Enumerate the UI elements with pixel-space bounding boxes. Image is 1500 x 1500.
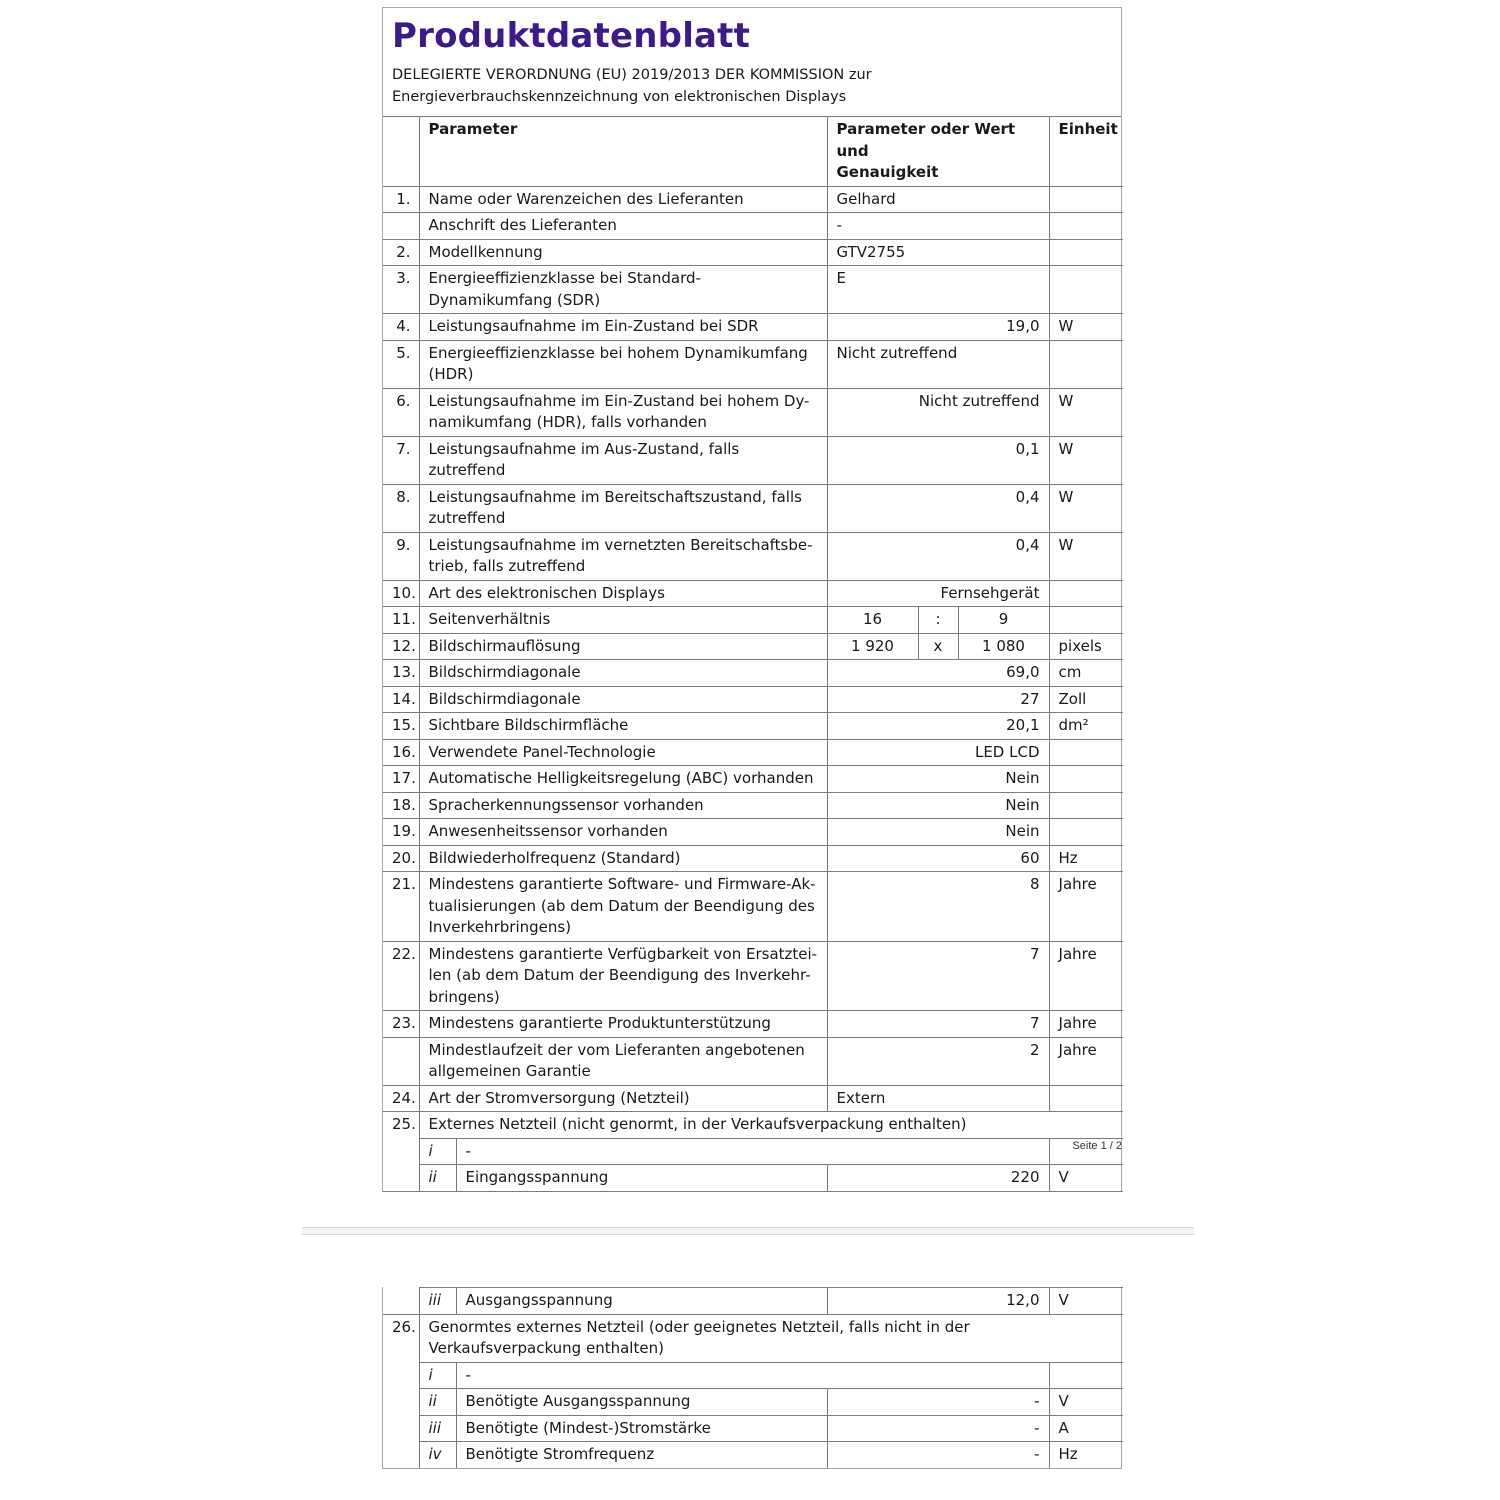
table-row: 18. Spracherkennungssensor vorhanden Nein [383,792,1123,819]
table-subrow: iii Benötigte (Mindest-)Stromstärke - A [383,1415,1123,1442]
table-subrow: i - [383,1362,1123,1389]
regulation-subtitle [392,64,1112,108]
table-row: Mindestlaufzeit der vom Lieferanten angebotenen allgemeinen Garantie 2 Jahre [383,1037,1123,1085]
table-row: 8. Leistungsaufnahme im Bereitschaftszustand, falls zutreffend 0,4 W [383,484,1123,532]
datasheet-table [383,117,1123,1192]
datasheet-header [383,8,1121,117]
table-row: 25. Externes Netzteil (nicht genormt, in der Verkaufsverpackung enthalten) [383,1112,1123,1139]
table-subrow: iv Benötigte Stromfrequenz - Hz [383,1442,1123,1468]
table-subrow: i - [383,1138,1123,1165]
table-row: 15. Sichtbare Bildschirmfläche 20,1 dm² [383,713,1123,740]
table-row: 23. Mindestens garantierte Produktunterstützung 7 Jahre [383,1011,1123,1038]
table-row: 20. Bildwiederholfrequenz (Standard) 60 Hz [383,845,1123,872]
datasheet-table-continued [383,1287,1123,1468]
table-row: 1. Name oder Warenzeichen des Lieferanten Gelhard [383,186,1123,213]
table-row: 24. Art der Stromversorgung (Netzteil) Extern [383,1085,1123,1112]
table-row: 7. Leistungsaufnahme im Aus-Zustand, falls zutreffend 0,1 W [383,436,1123,484]
table-row: 9. Leistungsaufnahme im vernetzten Bereitschaftsbe-trieb, falls zutreffend 0,4 W [383,532,1123,580]
table-subrow: ii Eingangsspannung 220 V [383,1165,1123,1192]
datasheet-page-1 [382,7,1122,1192]
table-header-row [383,117,1123,186]
table-row: 26. Genormtes externes Netzteil (oder geeignetes Netzteil, falls nicht in der Verkaufsverpackung enthalten) [383,1314,1123,1362]
table-row: 16. Verwendete Panel-Technologie LED LCD [383,739,1123,766]
table-row: 19. Anwesenheitssensor vorhanden Nein [383,819,1123,846]
column-header-value: Parameter oder Wert und Genauigkeit [827,117,1049,186]
table-row: Anschrift des Lieferanten - [383,213,1123,240]
table-subrow: ii Benötigte Ausgangsspannung - V [383,1389,1123,1416]
table-row: 3. Energieeffizienzklasse bei Standard-Dynamikumfang (SDR) E [383,266,1123,314]
table-row: 5. Energieeffizienzklasse bei hohem Dynamikumfang (HDR) Nicht zutreffend [383,340,1123,388]
subtitle-line-2: Energieverbrauchskennzeichnung von elektronischen Displays [392,89,847,105]
table-row: 14. Bildschirmdiagonale 27 Zoll [383,686,1123,713]
page-number: Seite 1 / 2 [1072,1140,1122,1152]
table-row: 17. Automatische Helligkeitsregelung (ABC) vorhanden Nein [383,766,1123,793]
table-subrow: iii Ausgangsspannung 12,0 V [383,1288,1123,1315]
column-header-parameter: Parameter [419,117,827,186]
table-row: 12. Bildschirmauflösung 1 920 x 1 080 pixels [383,633,1123,660]
table-row: 11. Seitenverhältnis 16 : 9 [383,607,1123,634]
page-separator [302,1227,1194,1235]
column-header-unit: Einheit [1049,117,1123,186]
table-row: 6. Leistungsaufnahme im Ein-Zustand bei hohem Dy-namikumfang (HDR), falls vorhanden Nicht zutreffend W [383,388,1123,436]
table-row: 4. Leistungsaufnahme im Ein-Zustand bei SDR 19,0 W [383,314,1123,341]
table-row: 21. Mindestens garantierte Software- und Firmware-Ak-tualisierungen (ab dem Datum der Beendigung des Inverkehrbringens) 8 Jahre [383,872,1123,942]
datasheet-page-2 [382,1287,1122,1469]
table-row: 22. Mindestens garantierte Verfügbarkeit von Ersatztei-len (ab dem Datum der Beendigung des Inverkehr-bringens) 7 Jahre [383,941,1123,1011]
table-row: 10. Art des elektronischen Displays Fernsehgerät [383,580,1123,607]
page-title: Produktdatenblatt [392,16,751,56]
table-row: 13. Bildschirmdiagonale 69,0 cm [383,660,1123,687]
table-row: 2. Modellkennung GTV2755 [383,239,1123,266]
subtitle-line-1: DELEGIERTE VERORDNUNG (EU) 2019/2013 DER KOMMISSION zur [392,67,872,83]
